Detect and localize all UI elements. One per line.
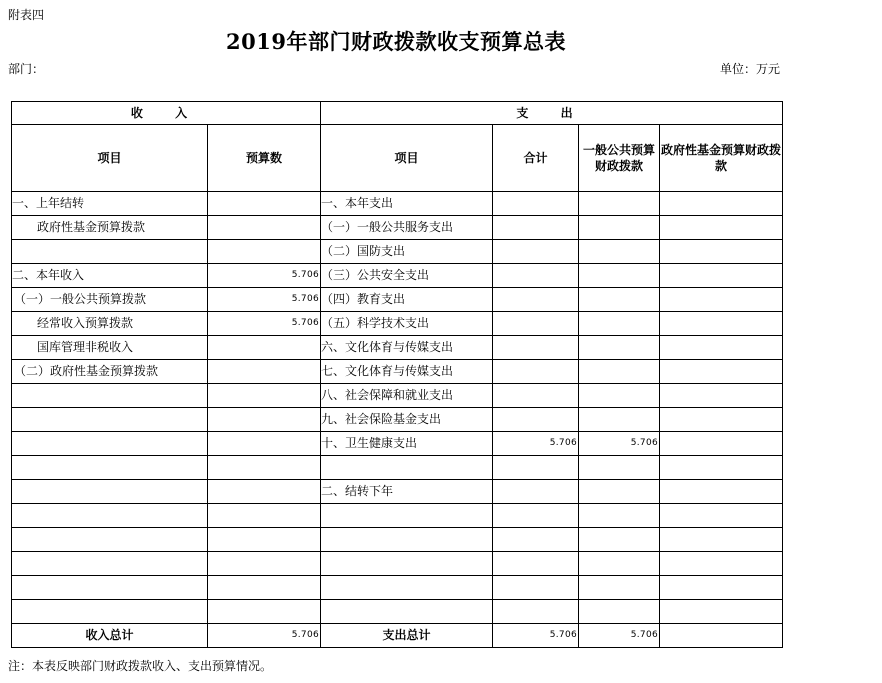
expense-general-cell [579,384,660,408]
expense-fund-cell [660,216,783,240]
table-row [12,336,783,360]
expense-total-cell [493,408,579,432]
expense-general-total-value: 5.706 [579,624,660,648]
table-row [12,600,783,624]
income-section-header: 收 入 [12,102,321,125]
expense-general-cell [579,264,660,288]
income-item-cell: 二、本年收入 [12,264,208,288]
expense-item-cell: 六、文化体育与传媒支出 [321,336,493,360]
income-item-cell: 一、上年结转 [12,192,208,216]
expense-item-cell: （三）公共安全支出 [321,264,493,288]
income-item-cell: 国库管理非税收入 [12,336,208,360]
income-item-cell [12,504,208,528]
income-item-cell [12,480,208,504]
expense-item-cell: 九、社会保险基金支出 [321,408,493,432]
table-row [12,528,783,552]
expense-general-cell [579,600,660,624]
footnote: 注：本表反映部门财政拨款收入、支出预算情况。 [8,659,273,673]
table-row [12,456,783,480]
expense-item-cell [321,552,493,576]
expense-total-cell [493,600,579,624]
income-budget-cell [208,432,321,456]
expense-total-cell [493,336,579,360]
income-item-cell: 经常收入预算拨款 [12,312,208,336]
expense-item-cell: （二）国防支出 [321,240,493,264]
income-budget-cell [208,456,321,480]
expense-fund-total-value [660,624,783,648]
expense-fund-cell [660,336,783,360]
expense-general-cell [579,240,660,264]
income-budget-cell [208,408,321,432]
expense-fund-cell [660,480,783,504]
expense-general-cell [579,312,660,336]
expense-total-cell [493,480,579,504]
table-row [12,240,783,264]
expense-fund-cell [660,528,783,552]
section-header-row [12,102,783,125]
income-item-cell: （二）政府性基金预算拨款 [12,360,208,384]
expense-general-cell [579,552,660,576]
income-budget-cell: 5.706 [208,288,321,312]
expense-total-cell [493,288,579,312]
income-budget-cell: 5.706 [208,312,321,336]
expense-general-cell [579,456,660,480]
expense-general-cell: 5.706 [579,432,660,456]
expense-general-cell [579,408,660,432]
table-row [12,504,783,528]
income-item-cell [12,600,208,624]
expense-fund-cell [660,552,783,576]
income-budget-cell [208,552,321,576]
expense-item-cell: 二、结转下年 [321,480,493,504]
attachment-label: 附表四 [8,8,45,22]
table-row [12,384,783,408]
table-row [12,576,783,600]
income-total-label: 收入总计 [12,624,208,648]
expense-item-cell: （一）一般公共服务支出 [321,216,493,240]
table-row [12,408,783,432]
income-budget-cell [208,480,321,504]
income-item-cell [12,576,208,600]
expense-total-value: 5.706 [493,624,579,648]
expense-total-cell [493,384,579,408]
expense-general-cell [579,528,660,552]
expense-item-cell: 八、社会保障和就业支出 [321,384,493,408]
expense-total-cell [493,576,579,600]
expense-general-cell [579,216,660,240]
totals-row [12,624,783,648]
expense-general-cell [579,288,660,312]
income-item-cell [12,240,208,264]
expense-total-cell [493,312,579,336]
income-budget-cell [208,192,321,216]
income-total-value: 5.706 [208,624,321,648]
expense-item-cell [321,528,493,552]
table-row [12,432,783,456]
expense-fund-cell [660,360,783,384]
expense-fund-cell [660,456,783,480]
expense-item-cell: 七、文化体育与传媒支出 [321,360,493,384]
expense-fund-cell [660,192,783,216]
column-header-row [12,125,783,192]
expense-fund-cell [660,600,783,624]
expense-total-cell [493,360,579,384]
income-budget-cell [208,336,321,360]
income-budget-cell [208,528,321,552]
expense-total-cell [493,504,579,528]
expense-fund-cell [660,288,783,312]
col-expense-item: 项目 [321,125,493,192]
col-income-item: 项目 [12,125,208,192]
col-expense-total: 合计 [493,125,579,192]
income-budget-cell [208,360,321,384]
income-item-cell [12,432,208,456]
unit-label: 单位：万元 [719,62,780,76]
income-item-cell [12,384,208,408]
expense-fund-cell [660,576,783,600]
income-budget-cell [208,504,321,528]
income-budget-cell: 5.706 [208,264,321,288]
expense-total-cell [493,264,579,288]
expense-total-label: 支出总计 [321,624,493,648]
income-item-cell: 政府性基金预算拨款 [12,216,208,240]
expense-item-cell [321,576,493,600]
income-item-cell [12,552,208,576]
expense-total-cell [493,528,579,552]
expense-general-cell [579,360,660,384]
expense-total-cell [493,216,579,240]
income-budget-cell [208,576,321,600]
expense-fund-cell [660,264,783,288]
income-item-cell [12,456,208,480]
expense-fund-cell [660,408,783,432]
income-item-cell [12,528,208,552]
expense-general-cell [579,480,660,504]
expense-fund-cell [660,312,783,336]
expense-item-cell [321,600,493,624]
table-row [12,480,783,504]
income-budget-cell [208,216,321,240]
expense-item-cell: 十、卫生健康支出 [321,432,493,456]
expense-general-cell [579,576,660,600]
expense-total-cell [493,240,579,264]
expense-total-cell [493,552,579,576]
expense-fund-cell [660,240,783,264]
expense-item-cell: （四）教育支出 [321,288,493,312]
expense-general-cell [579,192,660,216]
income-budget-cell [208,240,321,264]
col-income-budget: 预算数 [208,125,321,192]
expense-total-cell [493,456,579,480]
table-row [12,216,783,240]
expense-general-cell [579,336,660,360]
table-row [12,192,783,216]
expense-total-cell: 5.706 [493,432,579,456]
budget-table [11,101,783,648]
expense-section-header: 支 出 [321,102,783,125]
department-label: 部门： [8,62,45,76]
expense-item-cell: 一、本年支出 [321,192,493,216]
col-expense-general: 一般公共预算财政拨款 [579,125,660,192]
expense-item-cell [321,504,493,528]
table-row [12,312,783,336]
expense-fund-cell [660,384,783,408]
income-item-cell [12,408,208,432]
col-expense-fund: 政府性基金预算财政拨款 [660,125,783,192]
income-budget-cell [208,384,321,408]
income-budget-cell [208,600,321,624]
expense-item-cell [321,456,493,480]
income-item-cell: （一）一般公共预算拨款 [12,288,208,312]
table-row [12,360,783,384]
page-title: 2019年部门财政拨款收支预算总表 [226,29,566,54]
expense-fund-cell [660,432,783,456]
table-row [12,552,783,576]
expense-general-cell [579,504,660,528]
expense-fund-cell [660,504,783,528]
expense-item-cell: （五）科学技术支出 [321,312,493,336]
table-row [12,288,783,312]
expense-total-cell [493,192,579,216]
table-row [12,264,783,288]
